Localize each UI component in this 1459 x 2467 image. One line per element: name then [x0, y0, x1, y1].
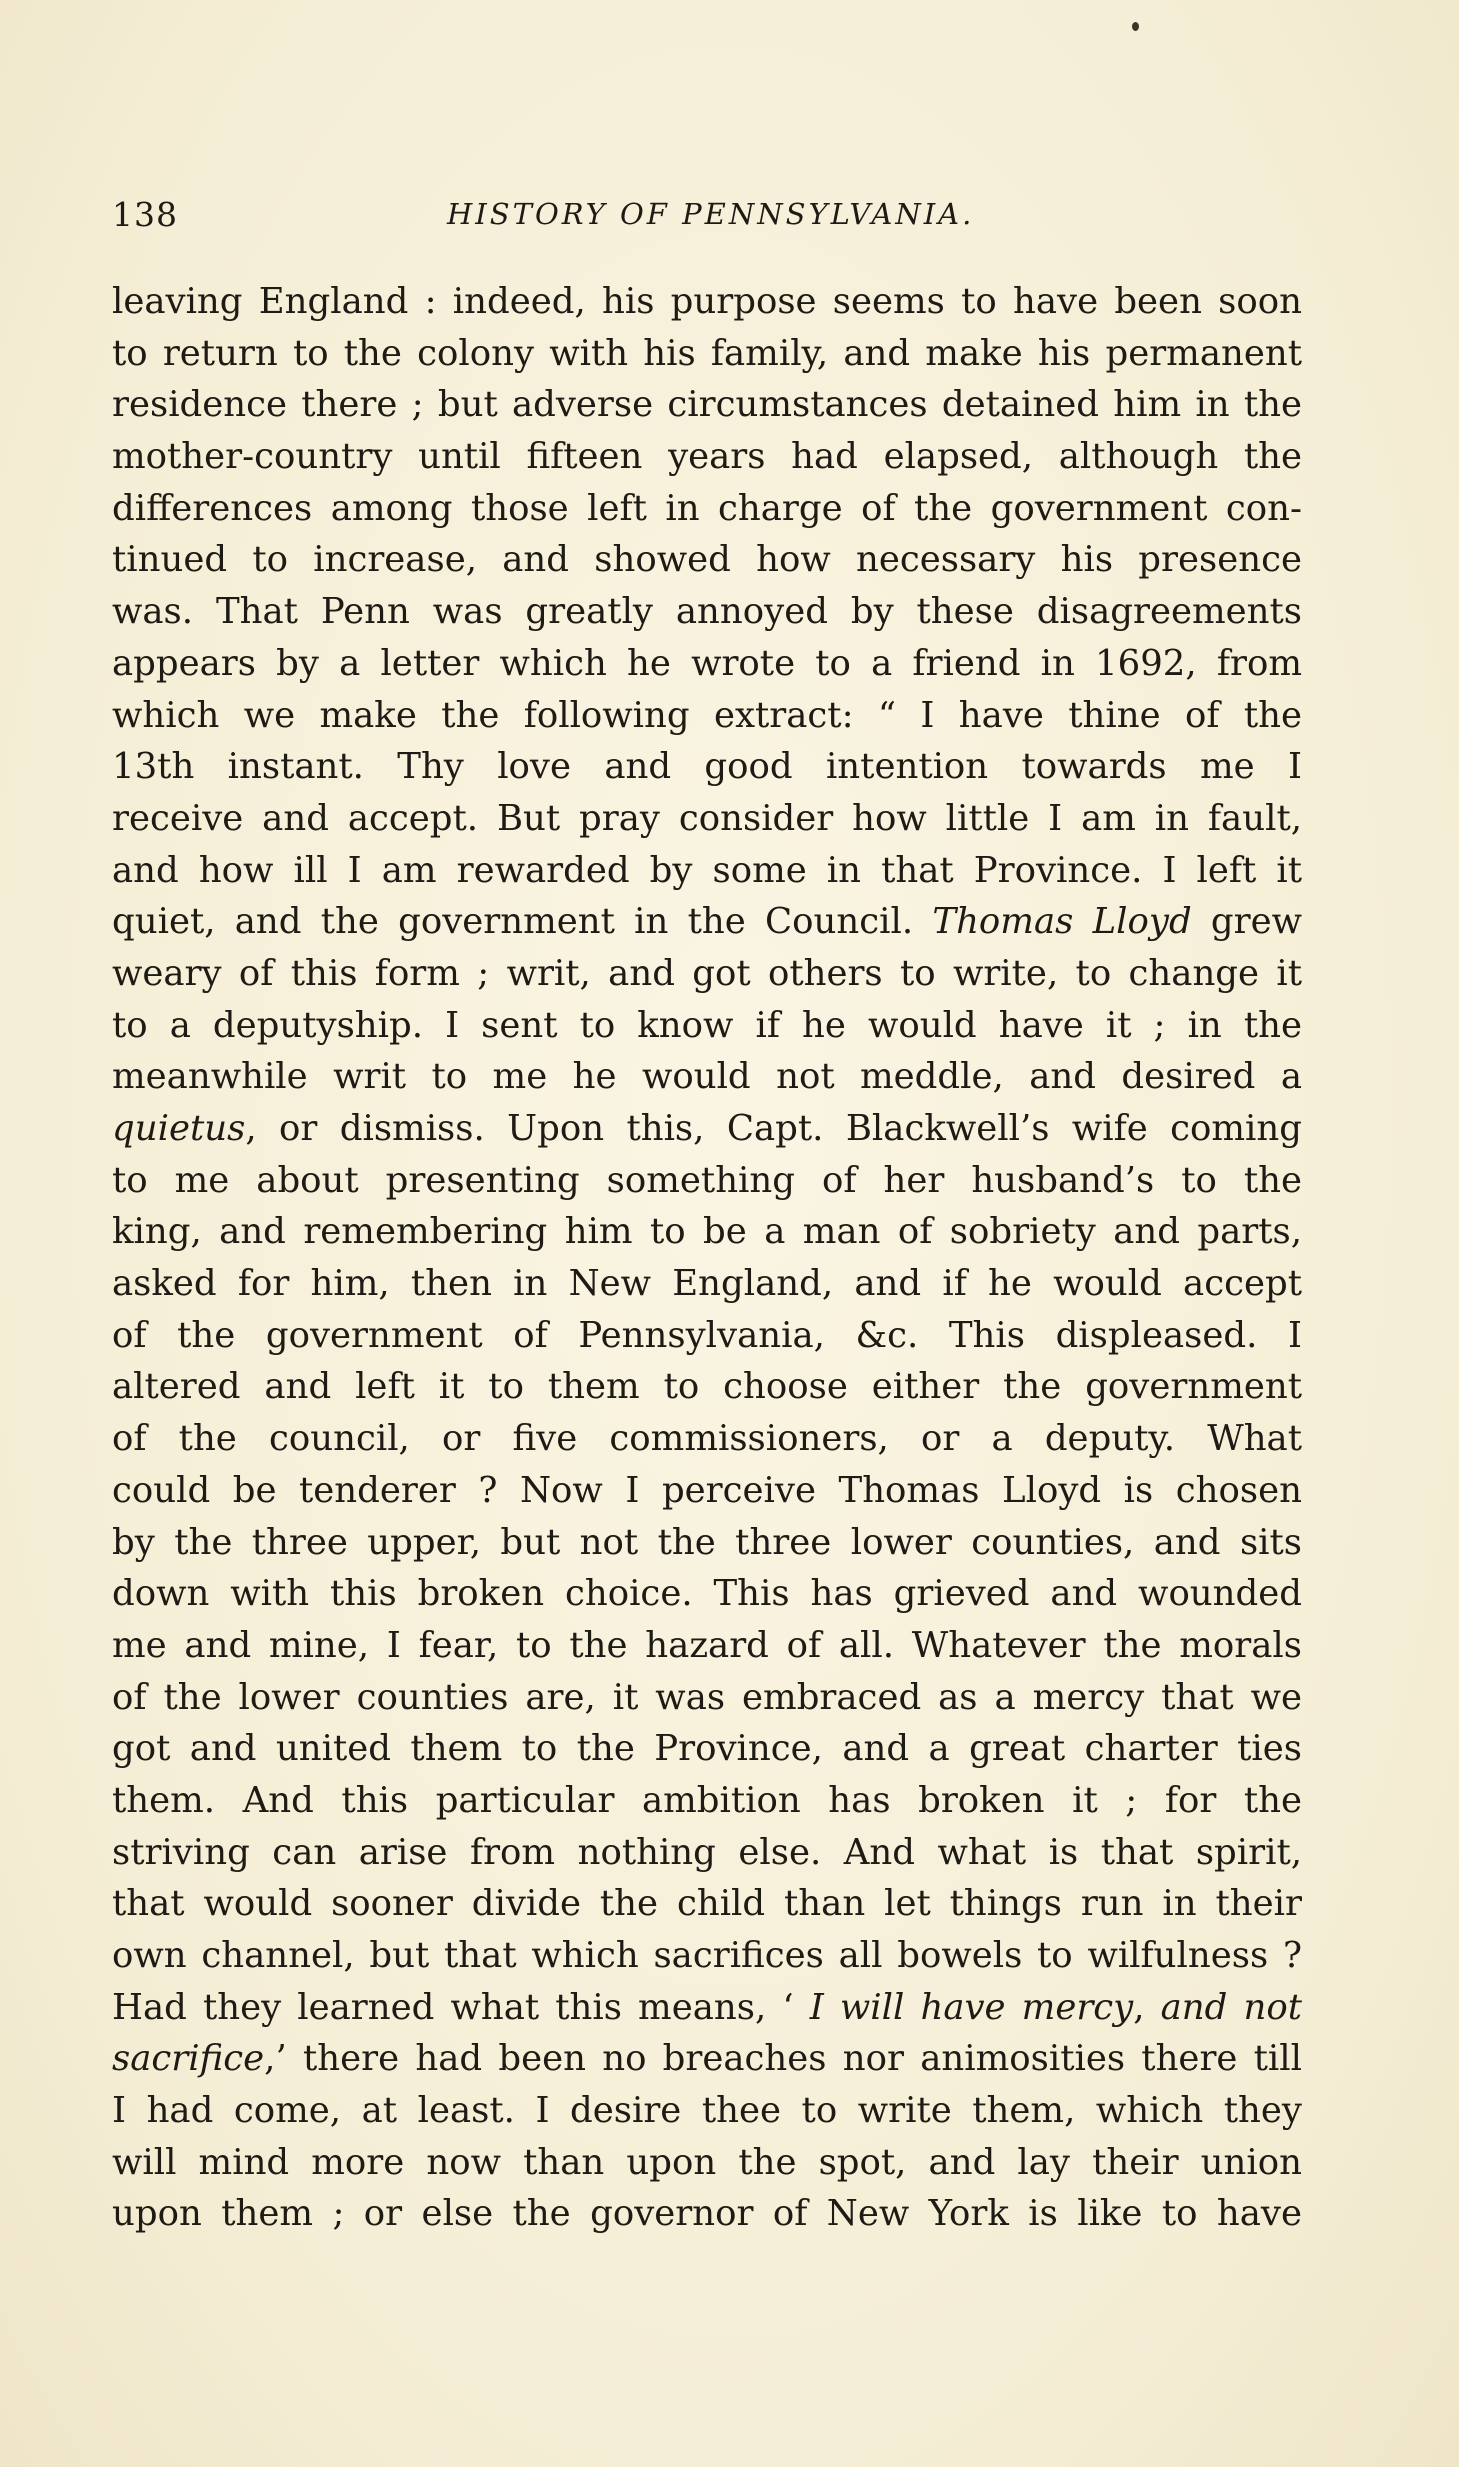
text-line: [112, 1672, 1302, 1724]
text-line: [112, 793, 1302, 845]
text-line: [112, 1982, 1302, 2034]
text-segment: to a deputyship. I sent to know if he would have it ; in the: [112, 1004, 1302, 1046]
italic-text: I will have mercy: [809, 1986, 1134, 2028]
text-segment: mother-country until fifteen years had elapsed, although the: [112, 436, 1302, 478]
text-line: [112, 1361, 1302, 1413]
text-line: [112, 1258, 1302, 1310]
text-line: [112, 1051, 1302, 1103]
text-segment: altered and left it to them to choose either the government: [112, 1366, 1302, 1408]
text-line: [112, 1878, 1302, 1930]
text-segment: got and united them to the Province, and a great charter ties: [112, 1728, 1302, 1770]
text-line: [112, 2033, 1302, 2085]
text-segment: of the government of Pennsylvania, &c. This displeased. I: [112, 1314, 1302, 1356]
text-line: [112, 2188, 1302, 2240]
italic-text: sacrifice: [112, 2038, 265, 2080]
text-line: [112, 896, 1302, 948]
italic-text: and not: [1160, 1986, 1303, 2028]
text-segment: was. That Penn was greatly annoyed by these disagreements: [112, 591, 1302, 633]
text-line: [112, 845, 1302, 897]
text-segment: Had they learned what this means, ‘: [112, 1986, 810, 2028]
text-segment: will mind more now than upon the spot, and lay their union: [112, 2141, 1302, 2183]
text-segment: 13th instant. Thy love and good intention towards me I: [112, 746, 1302, 788]
text-line: [112, 1723, 1302, 1775]
text-line: [112, 1413, 1302, 1465]
text-segment: king, and remembering him to be a man of sobriety and parts,: [112, 1211, 1302, 1253]
text-line: [112, 276, 1302, 328]
text-segment: ,’ there had been no breaches nor animosities there till: [264, 2038, 1302, 2080]
text-segment: differences among those left in charge of the government con-: [112, 487, 1302, 529]
text-line: [112, 690, 1302, 742]
text-segment: , or dismiss. Upon this, Capt. Blackwell’s wife coming: [245, 1108, 1302, 1149]
text-segment: to return to the colony with his family, and make his permanent: [112, 332, 1302, 374]
text-segment: weary of this form ; writ, and got others to write, to change it: [112, 952, 1302, 994]
text-line: [112, 948, 1302, 1000]
text-line: [112, 1310, 1302, 1362]
text-segment: quiet, and the government in the Council.: [112, 901, 933, 943]
text-line: [112, 1930, 1302, 1982]
text-segment: receive and accept. But pray consider how little I am in fault,: [112, 797, 1302, 839]
text-segment: meanwhile writ to me he would not meddle, and desired a: [112, 1056, 1302, 1098]
page-number: 138: [112, 195, 178, 234]
text-line: [112, 638, 1302, 690]
text-line: [112, 483, 1302, 535]
text-segment: appears by a letter which he wrote to a friend in 1692, from: [112, 642, 1302, 684]
text-segment: of the council, or five commissioners, or a deputy. What: [112, 1418, 1302, 1460]
text-segment: tinued to increase, and showed how necessary his presence: [112, 539, 1302, 581]
text-line: [112, 534, 1302, 586]
ink-speck: [1132, 22, 1139, 31]
text-segment: by the three upper, but not the three lower counties, and sits: [112, 1521, 1302, 1563]
text-segment: that would sooner divide the child than let things run in their: [112, 1883, 1302, 1925]
text-line: [112, 1775, 1302, 1827]
text-line: [112, 1465, 1302, 1517]
text-line: [112, 1103, 1302, 1155]
text-line: [112, 1568, 1302, 1620]
text-line: [112, 328, 1302, 380]
text-segment: which we make the following extract: “ I have thine of the: [112, 694, 1302, 736]
text-segment: could be tenderer ? Now I perceive Thomas Lloyd is chosen: [112, 1469, 1302, 1511]
text-line: [112, 2085, 1302, 2137]
text-segment: striving can arise from nothing else. And what is that spirit,: [112, 1831, 1302, 1873]
text-segment: ,: [1133, 1986, 1161, 2028]
text-segment: and how ill I am rewarded by some in that Province. I left it: [112, 849, 1302, 891]
text-line: [112, 2137, 1302, 2189]
text-line: [112, 586, 1302, 638]
text-segment: down with this broken choice. This has grieved and wounded: [112, 1573, 1302, 1615]
text-segment: grew: [1191, 901, 1303, 943]
italic-text: Thomas Lloyd: [932, 901, 1192, 943]
italic-text: quietus: [112, 1108, 246, 1149]
text-segment: me and mine, I fear, to the hazard of all. Whatever the morals: [112, 1624, 1302, 1666]
text-line: [112, 1000, 1302, 1052]
text-segment: them. And this particular ambition has broken it ; for the: [112, 1779, 1302, 1821]
text-line: [112, 1517, 1302, 1569]
text-line: [112, 1827, 1302, 1879]
text-segment: of the lower counties are, it was embraced as a mercy that we: [112, 1676, 1302, 1718]
text-line: [112, 431, 1302, 483]
text-line: [112, 1155, 1302, 1207]
text-segment: upon them ; or else the governor of New York is like to have: [112, 2193, 1302, 2235]
text-segment: to me about presenting something of her husband’s to the: [112, 1159, 1302, 1201]
text-segment: residence there ; but adverse circumstances detained him in the: [112, 384, 1302, 426]
text-segment: asked for him, then in New England, and if he would accept: [112, 1263, 1302, 1305]
text-line: [112, 1620, 1302, 1672]
body-text: [112, 276, 1302, 2240]
text-segment: own channel, but that which sacrifices all bowels to wilfulness ?: [112, 1935, 1302, 1976]
text-segment: leaving England : indeed, his purpose seems to have been soon: [112, 281, 1302, 322]
page-header: [112, 195, 1302, 239]
text-line: [112, 1206, 1302, 1258]
text-segment: I had come, at least. I desire thee to write them, which they: [112, 2090, 1302, 2132]
text-line: [112, 379, 1302, 431]
running-head: HISTORY OF PENNSYLVANIA.: [447, 197, 975, 231]
text-line: [112, 741, 1302, 793]
